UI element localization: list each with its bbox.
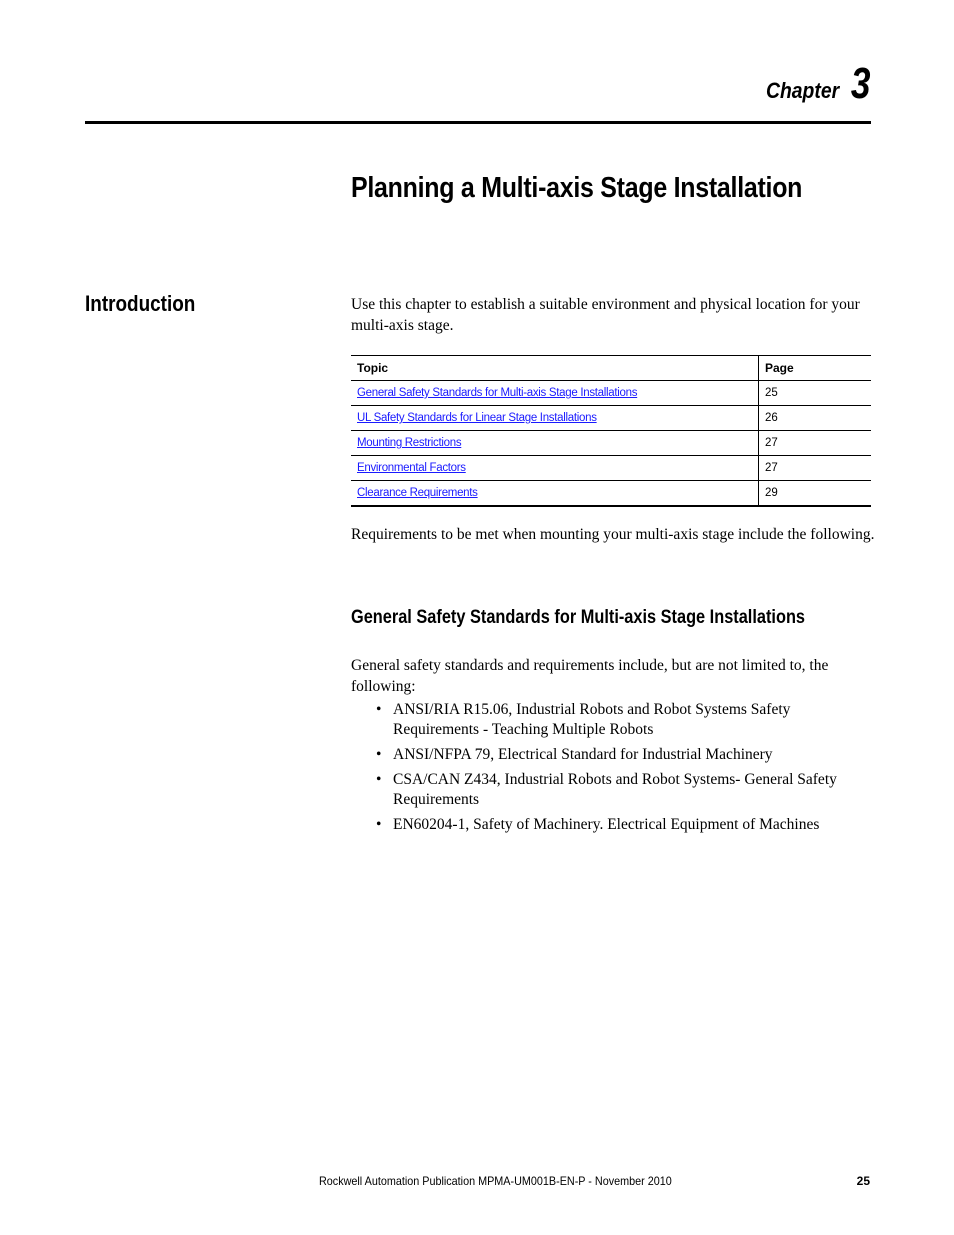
list-item-text: CSA/CAN Z434, Industrial Robots and Robot Systems- General Safety Requirements [393, 771, 837, 808]
table-row [351, 456, 871, 481]
list-item [351, 815, 871, 835]
table-row [351, 406, 871, 431]
page-column-header: Page [759, 356, 872, 381]
topic-link-general-safety[interactable]: General Safety Standards for Multi-axis Stage Installations [357, 387, 638, 399]
page-cell: 27 [759, 456, 872, 481]
page-number: 25 [856, 1174, 870, 1188]
bullet-icon: • [376, 816, 382, 833]
list-item [351, 745, 871, 765]
page-cell: 26 [759, 406, 872, 431]
chapter-label: Chapter [766, 78, 840, 103]
chapter-divider [85, 121, 871, 124]
requirements-paragraph: Requirements to be met when mounting your multi-axis stage include the following. [351, 526, 875, 543]
topic-link-mounting-restrictions[interactable]: Mounting Restrictions [357, 437, 462, 449]
topic-link-clearance-requirements[interactable]: Clearance Requirements [357, 487, 478, 499]
bullet-icon: • [376, 746, 382, 763]
publication-info: Rockwell Automation Publication MPMA-UM001B-EN-P - November 2010 [319, 1174, 672, 1188]
bullet-icon: • [376, 771, 382, 788]
introduction-paragraph: Use this chapter to establish a suitable environment and physical location for your multi-axis stage. [351, 296, 860, 334]
standards-list [351, 700, 871, 840]
table-row [351, 381, 871, 406]
topic-link-environmental-factors[interactable]: Environmental Factors [357, 462, 466, 474]
bullet-icon: • [376, 701, 382, 718]
introduction-heading: Introduction [85, 291, 196, 316]
table-row [351, 481, 871, 507]
topic-link-ul-safety[interactable]: UL Safety Standards for Linear Stage Installations [357, 412, 597, 424]
page-cell: 25 [759, 381, 872, 406]
topic-table [351, 355, 871, 507]
list-item [351, 770, 871, 810]
general-safety-heading: General Safety Standards for Multi-axis Stage Installations [351, 607, 806, 628]
list-item [351, 700, 871, 740]
page-title: Planning a Multi-axis Stage Installation [351, 172, 803, 204]
general-safety-paragraph: General safety standards and requirements include, but are not limited to, the following: [351, 657, 829, 695]
chapter-number: 3 [850, 59, 870, 108]
list-item-text: ANSI/RIA R15.06, Industrial Robots and Robot Systems Safety Requirements - Teaching Multiple Robots [393, 701, 791, 738]
topic-column-header: Topic [351, 356, 759, 381]
page-cell: 27 [759, 431, 872, 456]
page-cell: 29 [759, 481, 872, 507]
chapter-heading [756, 59, 870, 108]
table-header-row [351, 356, 871, 381]
list-item-text: ANSI/NFPA 79, Electrical Standard for Industrial Machinery [393, 746, 773, 763]
list-item-text: EN60204-1, Safety of Machinery. Electrical Equipment of Machines [393, 816, 820, 833]
table-row [351, 431, 871, 456]
